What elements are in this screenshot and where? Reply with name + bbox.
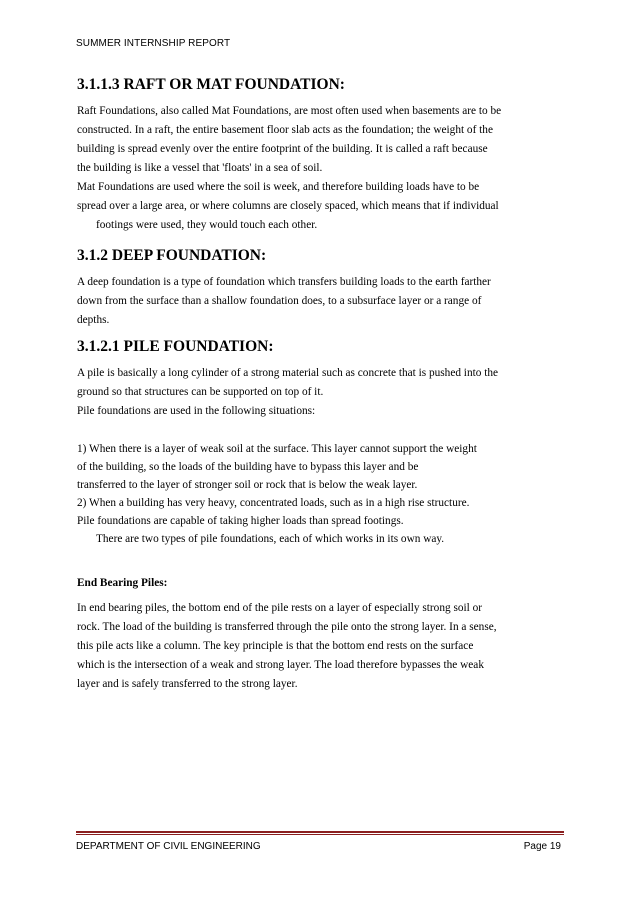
paragraph-line: In end bearing piles, the bottom end of the pile rests on a layer of especially strong soil or xyxy=(77,602,483,614)
list-item-line: of the building, so the loads of the building have to bypass this layer and be xyxy=(77,461,419,473)
footer-department: DEPARTMENT OF CIVIL ENGINEERING xyxy=(76,841,261,852)
section-heading-raft-foundation: 3.1.1.3 RAFT OR MAT FOUNDATION: xyxy=(77,76,345,93)
running-header: SUMMER INTERNSHIP REPORT xyxy=(76,38,231,49)
paragraph-line: ground so that structures can be supported on top of it. xyxy=(77,386,324,398)
paragraph-line: Mat Foundations are used where the soil is week, and therefore building loads have to be xyxy=(77,181,480,193)
footer-page-number: Page 19 xyxy=(523,841,561,852)
list-item-line: 1) When there is a layer of weak soil at the surface. This layer cannot support the weight xyxy=(77,443,477,455)
paragraph-line: depths. xyxy=(77,314,110,326)
paragraph-line: spread over a large area, or where columns are closely spaced, which means that if individual xyxy=(77,200,499,212)
paragraph-line: rock. The load of the building is transferred through the pile onto the strong layer. In a sense, xyxy=(77,621,497,633)
footer-rule-thick xyxy=(76,831,564,833)
subheading-end-bearing-piles: End Bearing Piles: xyxy=(77,577,168,589)
paragraph-line: constructed. In a raft, the entire basement floor slab acts as the foundation; the weight of the xyxy=(77,124,493,136)
paragraph-line: building is spread evenly over the entire footprint of the building. It is called a raft because xyxy=(77,143,488,155)
body-content xyxy=(77,74,567,694)
section-heading-deep-foundation: 3.1.2 DEEP FOUNDATION: xyxy=(77,247,267,264)
paragraph-line: this pile acts like a column. The key principle is that the bottom end rests on the surface xyxy=(77,640,474,652)
paragraph-line: the building is like a vessel that 'floats' in a sea of soil. xyxy=(77,162,323,174)
list-item-line: 2) When a building has very heavy, concentrated loads, such as in a high rise structure. xyxy=(77,497,470,509)
paragraph-line: Raft Foundations, also called Mat Foundations, are most often used when basements are to be xyxy=(77,105,502,117)
section-heading-pile-foundation: 3.1.2.1 PILE FOUNDATION: xyxy=(77,338,274,355)
paragraph-line: down from the surface than a shallow foundation does, to a subsurface layer or a range of xyxy=(77,295,482,307)
paragraph-line: A deep foundation is a type of foundation which transfers building loads to the earth farther xyxy=(77,276,491,288)
paragraph-line: Pile foundations are used in the following situations: xyxy=(77,405,316,417)
paragraph-line: layer and is safely transferred to the strong layer. xyxy=(77,678,298,690)
paragraph-line: There are two types of pile foundations, each of which works in its own way. xyxy=(96,533,445,545)
paragraph-line: A pile is basically a long cylinder of a strong material such as concrete that is pushed into the xyxy=(77,367,499,379)
footer-rule-thin xyxy=(76,834,564,835)
paragraph-line: which is the intersection of a weak and strong layer. The load therefore bypasses the weak xyxy=(77,659,484,671)
paragraph-line: Pile foundations are capable of taking higher loads than spread footings. xyxy=(77,515,404,527)
paragraph-line: footings were used, they would touch each other. xyxy=(96,219,318,231)
list-item-line: transferred to the layer of stronger soil or rock that is below the weak layer. xyxy=(77,479,418,491)
